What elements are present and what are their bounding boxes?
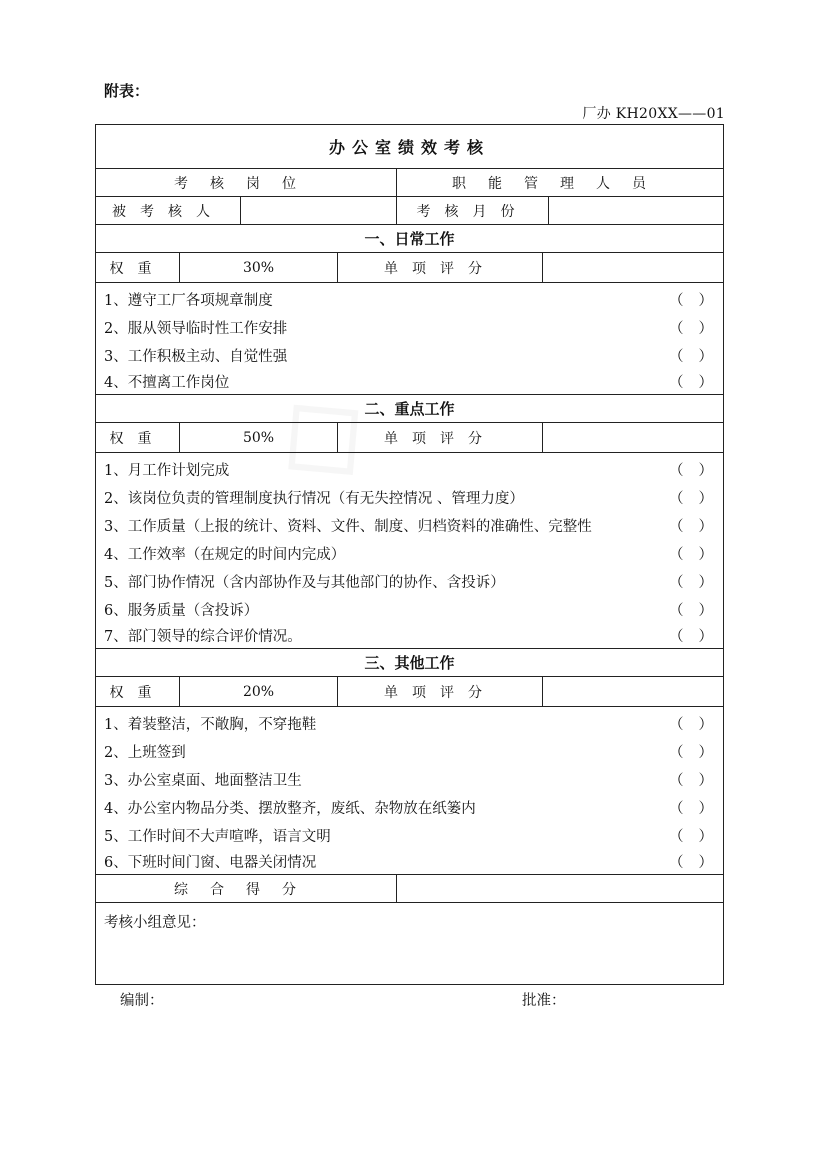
list-item: 4、工作效率（在规定的时间内完成） （ ） — [104, 539, 715, 567]
section-3-heading-row — [96, 649, 723, 677]
editor-label: 编制： — [120, 993, 164, 1009]
list-item: 4、不擅离工作岗位 （ ） — [104, 367, 715, 395]
section-2-weight-row — [96, 423, 723, 453]
section-3-heading: 三、其他工作 — [364, 654, 455, 672]
approver-label: 批准： — [522, 993, 566, 1009]
item-score[interactable]: （ ） — [669, 716, 713, 733]
list-item: 4、办公室内物品分类、摆放整齐，废纸、杂物放在纸篓内 （ ） — [104, 793, 715, 821]
item-score[interactable]: （ ） — [669, 772, 713, 789]
section-1-heading: 一、日常工作 — [364, 230, 455, 248]
list-item: 2、上班签到 （ ） — [104, 737, 715, 765]
item-score[interactable]: （ ） — [669, 374, 713, 391]
section-3-score[interactable] — [543, 677, 723, 706]
post-label: 考核岗位 — [96, 169, 397, 196]
list-item: 1、月工作计划完成 （ ） — [104, 455, 715, 483]
list-item: 5、部门协作情况（含内部协作及与其他部门的协作、含投诉） （ ） — [104, 567, 715, 595]
list-item: 1、遵守工厂各项规章制度 （ ） — [104, 285, 715, 313]
attachment-label: 附表： — [104, 82, 150, 100]
item-score[interactable]: （ ） — [669, 828, 713, 845]
section-3-weight: 20% — [180, 677, 338, 706]
item-score[interactable]: （ ） — [669, 744, 713, 761]
section-2-heading-row — [96, 395, 723, 423]
item-score[interactable]: （ ） — [669, 320, 713, 337]
list-item: 3、工作质量（上报的统计、资料、文件、制度、归档资料的准确性、完整性 （ ） — [104, 511, 715, 539]
section-3-items — [96, 707, 723, 875]
section-2-heading: 二、重点工作 — [364, 400, 455, 418]
section-1-items — [96, 283, 723, 395]
total-score-row — [96, 875, 723, 903]
list-item: 2、该岗位负责的管理制度执行情况（有无失控情况 、管理力度） （ ） — [104, 483, 715, 511]
opinion-box[interactable] — [96, 903, 723, 984]
examinee-label: 被考核人 — [96, 197, 241, 224]
item-score[interactable]: （ ） — [669, 574, 713, 591]
form-title-row — [96, 125, 723, 169]
item-score[interactable]: （ ） — [669, 348, 713, 365]
month-value[interactable] — [549, 197, 723, 224]
item-score[interactable]: （ ） — [669, 546, 713, 563]
list-item: 1、着装整洁，不敞胸，不穿拖鞋 （ ） — [104, 709, 715, 737]
section-3-weight-row — [96, 677, 723, 707]
item-score[interactable]: （ ） — [669, 518, 713, 535]
assessment-form — [95, 124, 724, 985]
item-score[interactable]: （ ） — [669, 854, 713, 871]
weight-label: 权重 — [96, 253, 180, 282]
list-item: 3、工作积极主动、自觉性强 （ ） — [104, 341, 715, 369]
examinee-row — [96, 197, 723, 225]
total-score-value[interactable] — [397, 875, 723, 902]
item-score[interactable]: （ ） — [669, 800, 713, 817]
item-score[interactable]: （ ） — [669, 462, 713, 479]
post-value: 职能管理人员 — [452, 175, 668, 192]
section-2-items — [96, 453, 723, 649]
list-item: 6、下班时间门窗、电器关闭情况 （ ） — [104, 847, 715, 875]
examinee-value[interactable] — [241, 197, 397, 224]
document-code: 厂办 KH20XX——01 — [582, 106, 725, 122]
section-1-score[interactable] — [543, 253, 723, 282]
section-2-weight: 50% — [180, 423, 338, 452]
list-item: 7、部门领导的综合评价情况。 （ ） — [104, 621, 715, 649]
score-label: 单项评分 — [338, 253, 543, 282]
list-item: 5、工作时间不大声喧哗，语言文明 （ ） — [104, 821, 715, 849]
opinion-label: 考核小组意见： — [104, 915, 206, 931]
month-label: 考核月份 — [397, 197, 549, 224]
item-score[interactable]: （ ） — [669, 292, 713, 309]
list-item: 3、办公室桌面、地面整洁卫生 （ ） — [104, 765, 715, 793]
weight-label: 权重 — [96, 423, 180, 452]
list-item: 6、服务质量（含投诉） （ ） — [104, 595, 715, 623]
item-score[interactable]: （ ） — [669, 490, 713, 507]
item-score[interactable]: （ ） — [669, 602, 713, 619]
form-title: 办公室绩效考核 — [328, 138, 490, 157]
score-label: 单项评分 — [338, 677, 543, 706]
section-1-heading-row — [96, 225, 723, 253]
section-1-weight-row — [96, 253, 723, 283]
weight-label: 权重 — [96, 677, 180, 706]
post-row — [96, 169, 723, 197]
item-score[interactable]: （ ） — [669, 628, 713, 645]
score-label: 单项评分 — [338, 423, 543, 452]
list-item: 2、服从领导临时性工作安排 （ ） — [104, 313, 715, 341]
section-2-score[interactable] — [543, 423, 723, 452]
total-score-label: 综合得分 — [96, 875, 397, 902]
section-1-weight: 30% — [180, 253, 338, 282]
